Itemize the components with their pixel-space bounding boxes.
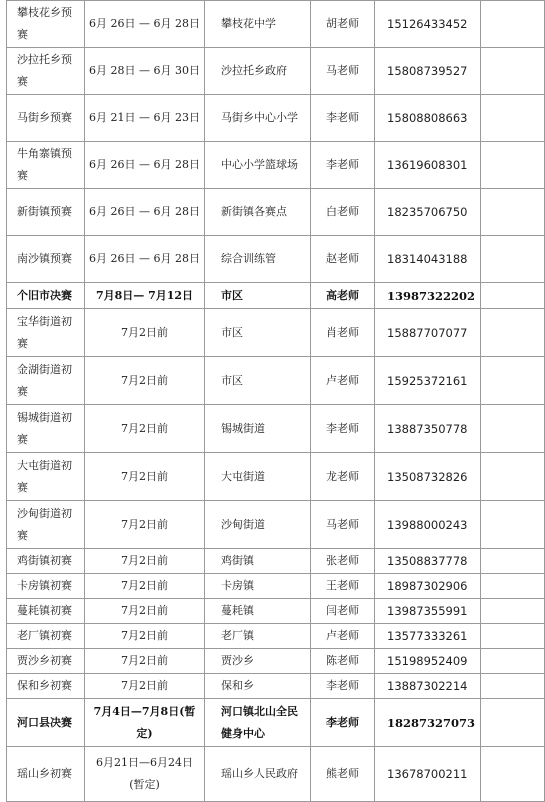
event-name-cell: 攀枝花乡预赛 <box>7 1 85 48</box>
phone-cell: 13987322202 <box>375 283 481 309</box>
event-name-cell: 锡城街道初赛 <box>7 405 85 453</box>
venue-cell: 沙拉托乡政府 <box>205 48 311 95</box>
date-cell: 6月 26日 — 6月 28日 <box>85 142 205 189</box>
contact-person-cell: 张老师 <box>311 549 375 574</box>
table-row <box>7 453 545 501</box>
phone-cell: 13577333261 <box>375 624 481 649</box>
phone-cell: 15808739527 <box>375 48 481 95</box>
date-cell: 7月2日前 <box>85 674 205 699</box>
contact-person-cell: 李老师 <box>311 699 375 747</box>
blank-cell <box>481 189 545 236</box>
contact-person-cell: 闫老师 <box>311 599 375 624</box>
contact-person-cell: 白老师 <box>311 189 375 236</box>
blank-cell <box>481 674 545 699</box>
date-cell: 6月 26日 — 6月 28日 <box>85 236 205 283</box>
blank-cell <box>481 309 545 357</box>
blank-cell <box>481 549 545 574</box>
event-name-cell: 金湖街道初赛 <box>7 357 85 405</box>
venue-cell: 中心小学篮球场 <box>205 142 311 189</box>
table-row <box>7 674 545 699</box>
event-name-cell: 瑶山乡初赛 <box>7 747 85 802</box>
table-body <box>7 1 545 802</box>
date-cell: 6月 28日 — 6月 30日 <box>85 48 205 95</box>
venue-cell: 蔓耗镇 <box>205 599 311 624</box>
event-name-cell: 河口县决赛 <box>7 699 85 747</box>
phone-cell: 18287327073 <box>375 699 481 747</box>
event-name-cell: 老厂镇初赛 <box>7 624 85 649</box>
phone-cell: 15887707077 <box>375 309 481 357</box>
phone-cell: 15198952409 <box>375 649 481 674</box>
table-row <box>7 549 545 574</box>
date-cell: 7月2日前 <box>85 624 205 649</box>
phone-cell: 13619608301 <box>375 142 481 189</box>
table-row <box>7 747 545 802</box>
table-row <box>7 95 545 142</box>
event-name-cell: 鸡街镇初赛 <box>7 549 85 574</box>
blank-cell <box>481 48 545 95</box>
contact-person-cell: 陈老师 <box>311 649 375 674</box>
event-name-cell: 沙甸街道初赛 <box>7 501 85 549</box>
table-row <box>7 48 545 95</box>
date-cell: 7月2日前 <box>85 309 205 357</box>
event-name-cell: 蔓耗镇初赛 <box>7 599 85 624</box>
date-cell: 7月2日前 <box>85 649 205 674</box>
venue-cell: 市区 <box>205 283 311 309</box>
table-row <box>7 624 545 649</box>
blank-cell <box>481 747 545 802</box>
event-name-cell: 南沙镇预赛 <box>7 236 85 283</box>
contact-person-cell: 龙老师 <box>311 453 375 501</box>
blank-cell <box>481 699 545 747</box>
date-cell: 7月2日前 <box>85 357 205 405</box>
date-cell: 7月2日前 <box>85 501 205 549</box>
venue-cell: 锡城街道 <box>205 405 311 453</box>
venue-cell: 鸡街镇 <box>205 549 311 574</box>
venue-cell: 新街镇各赛点 <box>205 189 311 236</box>
table-row <box>7 1 545 48</box>
phone-cell: 15126433452 <box>375 1 481 48</box>
table-row <box>7 405 545 453</box>
event-name-cell: 卡房镇初赛 <box>7 574 85 599</box>
venue-cell: 河口镇北山全民健身中心 <box>205 699 311 747</box>
date-cell: 7月2日前 <box>85 453 205 501</box>
event-name-cell: 保和乡初赛 <box>7 674 85 699</box>
blank-cell <box>481 236 545 283</box>
phone-cell: 18235706750 <box>375 189 481 236</box>
table-row <box>7 309 545 357</box>
date-cell: 6月 26日 — 6月 28日 <box>85 189 205 236</box>
date-cell: 7月8日— 7月12日 <box>85 283 205 309</box>
table-row <box>7 283 545 309</box>
venue-cell: 老厂镇 <box>205 624 311 649</box>
contact-person-cell: 熊老师 <box>311 747 375 802</box>
event-name-cell: 牛角寨镇预赛 <box>7 142 85 189</box>
phone-cell: 13508732826 <box>375 453 481 501</box>
venue-cell: 瑶山乡人民政府 <box>205 747 311 802</box>
blank-cell <box>481 649 545 674</box>
event-name-cell: 宝华街道初赛 <box>7 309 85 357</box>
phone-cell: 13508837778 <box>375 549 481 574</box>
venue-cell: 综合训练管 <box>205 236 311 283</box>
contact-person-cell: 王老师 <box>311 574 375 599</box>
contact-person-cell: 李老师 <box>311 95 375 142</box>
table-row <box>7 501 545 549</box>
contact-person-cell: 卢老师 <box>311 624 375 649</box>
table-row <box>7 189 545 236</box>
table-row <box>7 142 545 189</box>
contact-person-cell: 李老师 <box>311 142 375 189</box>
phone-cell: 13678700211 <box>375 747 481 802</box>
contact-person-cell: 肖老师 <box>311 309 375 357</box>
date-cell: 7月4日—7月8日(暂定) <box>85 699 205 747</box>
contact-person-cell: 胡老师 <box>311 1 375 48</box>
table-row <box>7 649 545 674</box>
table-row <box>7 699 545 747</box>
blank-cell <box>481 453 545 501</box>
blank-cell <box>481 574 545 599</box>
date-cell: 6月 21日 — 6月 23日 <box>85 95 205 142</box>
contact-person-cell: 卢老师 <box>311 357 375 405</box>
contact-person-cell: 李老师 <box>311 674 375 699</box>
venue-cell: 市区 <box>205 309 311 357</box>
date-cell: 6月 26日 — 6月 28日 <box>85 1 205 48</box>
table-row <box>7 236 545 283</box>
contact-table <box>6 0 545 802</box>
venue-cell: 保和乡 <box>205 674 311 699</box>
venue-cell: 沙甸街道 <box>205 501 311 549</box>
phone-cell: 15925372161 <box>375 357 481 405</box>
blank-cell <box>481 405 545 453</box>
table-row <box>7 574 545 599</box>
contact-person-cell: 马老师 <box>311 48 375 95</box>
contact-person-cell: 马老师 <box>311 501 375 549</box>
blank-cell <box>481 357 545 405</box>
event-name-cell: 个旧市决赛 <box>7 283 85 309</box>
contact-person-cell: 赵老师 <box>311 236 375 283</box>
phone-cell: 15808808663 <box>375 95 481 142</box>
blank-cell <box>481 142 545 189</box>
table-row <box>7 357 545 405</box>
blank-cell <box>481 283 545 309</box>
event-name-cell: 新街镇预赛 <box>7 189 85 236</box>
phone-cell: 13987355991 <box>375 599 481 624</box>
event-name-cell: 沙拉托乡预赛 <box>7 48 85 95</box>
event-name-cell: 贾沙乡初赛 <box>7 649 85 674</box>
date-cell: 7月2日前 <box>85 549 205 574</box>
phone-cell: 13887302214 <box>375 674 481 699</box>
venue-cell: 攀枝花中学 <box>205 1 311 48</box>
venue-cell: 贾沙乡 <box>205 649 311 674</box>
phone-cell: 18314043188 <box>375 236 481 283</box>
blank-cell <box>481 599 545 624</box>
date-cell: 6月21日—6月24日 (暂定) <box>85 747 205 802</box>
phone-cell: 13887350778 <box>375 405 481 453</box>
event-name-cell: 大屯街道初赛 <box>7 453 85 501</box>
contact-person-cell: 高老师 <box>311 283 375 309</box>
event-name-cell: 马街乡预赛 <box>7 95 85 142</box>
blank-cell <box>481 95 545 142</box>
blank-cell <box>481 624 545 649</box>
venue-cell: 市区 <box>205 357 311 405</box>
date-cell: 7月2日前 <box>85 599 205 624</box>
date-cell: 7月2日前 <box>85 574 205 599</box>
phone-cell: 13988000243 <box>375 501 481 549</box>
venue-cell: 马街乡中心小学 <box>205 95 311 142</box>
blank-cell <box>481 501 545 549</box>
phone-cell: 18987302906 <box>375 574 481 599</box>
venue-cell: 大屯街道 <box>205 453 311 501</box>
blank-cell <box>481 1 545 48</box>
venue-cell: 卡房镇 <box>205 574 311 599</box>
date-cell: 7月2日前 <box>85 405 205 453</box>
table-row <box>7 599 545 624</box>
contact-person-cell: 李老师 <box>311 405 375 453</box>
